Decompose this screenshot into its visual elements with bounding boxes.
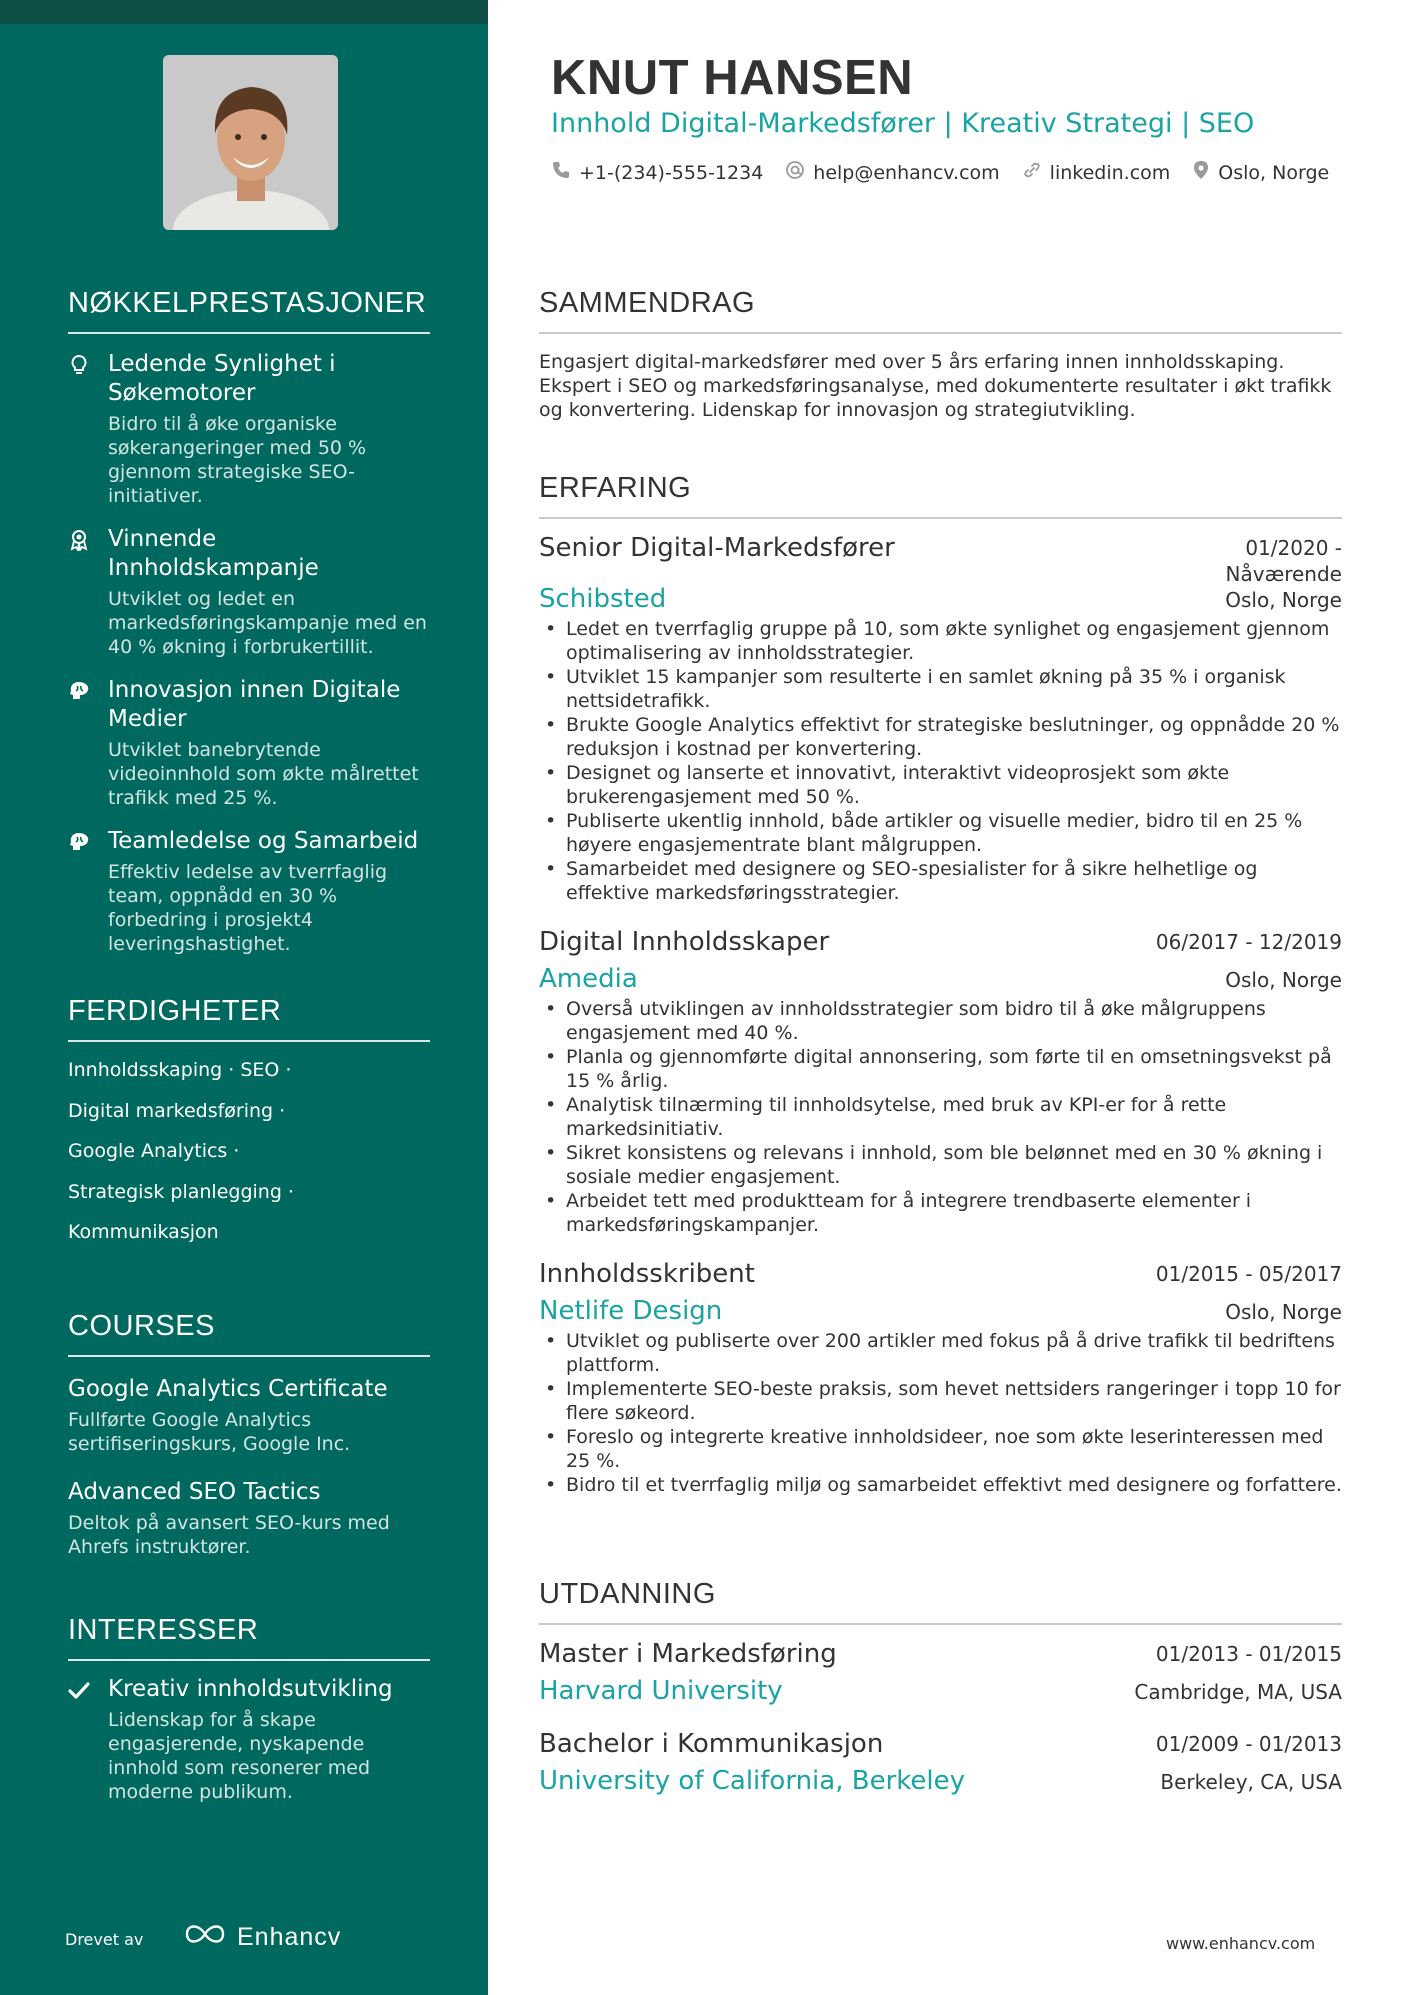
- education-title: UTDANNING: [539, 1578, 1342, 1625]
- achievements-section: [68, 287, 430, 956]
- bullet-item: • Brukte Google Analytics effektivt for strategiske beslutninger, og oppnådde 20 % reduksjon i kostnad per konvertering.: [539, 713, 1342, 761]
- course-title: Google Analytics Certificate: [68, 1376, 388, 1402]
- skills-section: [68, 995, 430, 1253]
- skills-title: FERDIGHETER: [68, 995, 430, 1042]
- bullet-item: • Bidro til et tverrfaglig miljø og samarbeidet effektivt med designere og forfattere.: [539, 1473, 1342, 1497]
- job-location: Oslo, Norge: [1225, 1300, 1342, 1324]
- location-pin-icon: [1192, 160, 1210, 185]
- contact-text: Oslo, Norge: [1218, 161, 1330, 184]
- achievement-item: [68, 525, 430, 659]
- courses-section: [68, 1310, 430, 1559]
- education-section: [539, 1578, 1342, 1797]
- skill-item: Digital markedsføring ·: [68, 1099, 286, 1122]
- bullet-item: • Foreslo og integrerte kreative innholdsideer, noe som økte leserinteressen med 25 %.: [539, 1425, 1342, 1473]
- brain-icon: [68, 831, 90, 853]
- education-date: 01/2013 - 01/2015: [1155, 1642, 1342, 1666]
- achievement-title: Ledende Synlighet i Søkemotorer: [108, 351, 336, 406]
- job-bullets: [539, 1329, 1342, 1497]
- link-icon: [1022, 160, 1042, 185]
- contact-text: +1-(234)-555-1234: [579, 161, 764, 184]
- summary-title: SAMMENDRAG: [539, 287, 1342, 334]
- bullet-item: • Arbeidet tett med produktteam for å integrere trendbaserte elementer i markedsføringskampanjer.: [539, 1189, 1342, 1237]
- school: University of California, Berkeley: [539, 1766, 965, 1796]
- checkmark-icon: [68, 1679, 90, 1701]
- job-date: 06/2017 - 12/2019: [1155, 930, 1342, 954]
- job-date: 01/2015 - 05/2017: [1155, 1262, 1342, 1286]
- interests-title: INTERESSER: [68, 1614, 430, 1661]
- education-entry: [539, 1637, 1342, 1707]
- job-date: 01/2020 - Nåværende: [1225, 536, 1342, 586]
- job-entry: [539, 531, 1342, 905]
- summary-section: [539, 287, 1342, 422]
- job-location: Oslo, Norge: [1225, 968, 1342, 992]
- contact-location: [1192, 160, 1329, 185]
- education-location: Cambridge, MA, USA: [1134, 1680, 1342, 1704]
- course-desc: Fullførte Google Analytics sertifiseringskurs, Google Inc.: [68, 1409, 351, 1455]
- interests-section: [68, 1614, 430, 1804]
- profile-photo: [163, 55, 338, 230]
- candidate-headline: Innhold Digital-Markedsfører | Kreativ Strategi | SEO: [551, 108, 1255, 139]
- bullet-item: • Analytisk tilnærming til innholdsytelse, med bruk av KPI-er for å rette markedsinitiativ.: [539, 1093, 1342, 1141]
- brand-name: Enhancv: [237, 1923, 342, 1951]
- education-date: 01/2009 - 01/2013: [1155, 1732, 1342, 1756]
- skill-item: Strategisk planlegging ·: [68, 1180, 294, 1203]
- interest-item: [68, 1675, 430, 1804]
- achievement-item: [68, 676, 430, 810]
- award-ribbon-icon: [68, 529, 90, 551]
- bullet-item: • Implementerte SEO-beste praksis, som hevet nettsiders rangeringer i topp 10 for flere søkeord.: [539, 1377, 1342, 1425]
- skill-item: Kommunikasjon: [68, 1221, 219, 1243]
- job-entry: [539, 1257, 1342, 1497]
- experience-section: [539, 472, 1342, 1497]
- brain-icon: [68, 680, 90, 702]
- achievement-desc: Bidro til å øke organiske søkerangeringer med 50 % gjennom strategiske SEO-initiativer.: [108, 413, 367, 507]
- lightbulb-icon: [68, 354, 90, 376]
- degree: Master i Markedsføring: [539, 1639, 837, 1669]
- bullet-item: • Utviklet og publiserte over 200 artikler med fokus på å drive trafikk til bedriftens plattform.: [539, 1329, 1342, 1377]
- bullet-item: • Utviklet 15 kampanjer som resulterte i en samlet økning på 35 % i organisk nettsidetrafikk.: [539, 665, 1342, 713]
- contact-bar: [551, 160, 1329, 185]
- summary-text: Engasjert digital-markedsfører med over 5 års erfaring innen innholdsskaping. Ekspert i SEO og markedsføringsanalyse, med dokumenterte resultater i økt trafikk og konvertering. Lidenskap for innovasjon og strategiutvikling.: [539, 351, 1332, 421]
- job-entry: [539, 925, 1342, 1237]
- contact-email[interactable]: [785, 160, 999, 185]
- bullet-item: • Ledet en tverrfaglig gruppe på 10, som økte synlighet og engasjement gjennom optimalisering av innholdsstrategier.: [539, 617, 1342, 665]
- bullet-item: • Samarbeidet med designere og SEO-spesialister for å sikre helhetlige og effektive markedsføringsstrategier.: [539, 857, 1342, 905]
- footer-url[interactable]: www.enhancv.com: [1166, 1934, 1316, 1953]
- contact-linkedin[interactable]: [1022, 160, 1171, 185]
- courses-title: COURSES: [68, 1310, 430, 1357]
- course-title: Advanced SEO Tactics: [68, 1479, 321, 1505]
- interest-title: Kreativ innholdsutvikling: [108, 1676, 393, 1702]
- interest-desc: Lidenskap for å skape engasjerende, nyskapende innhold som resonerer med moderne publikum.: [108, 1709, 371, 1803]
- achievement-desc: Utviklet og ledet en markedsføringskampanje med en 40 % økning i forbrukertillit.: [108, 588, 427, 658]
- phone-icon: [551, 160, 571, 185]
- degree: Bachelor i Kommunikasjon: [539, 1729, 884, 1759]
- job-location: Oslo, Norge: [1225, 588, 1342, 612]
- course-desc: Deltok på avansert SEO-kurs med Ahrefs instruktører.: [68, 1512, 390, 1558]
- powered-by-label: Drevet av: [65, 1930, 144, 1949]
- job-company: Schibsted: [539, 584, 667, 614]
- achievements-title: NØKKELPRESTASJONER: [68, 287, 430, 334]
- achievement-desc: Utviklet banebrytende videoinnhold som økte målrettet trafikk med 25 %.: [108, 739, 419, 809]
- education-location: Berkeley, CA, USA: [1160, 1770, 1342, 1794]
- bullet-item: • Planla og gjennomførte digital annonsering, som førte til en omsetningsvekst på 15 % årlig.: [539, 1045, 1342, 1093]
- achievement-title: Innovasjon innen Digitale Medier: [108, 677, 401, 732]
- job-title: Innholdsskribent: [539, 1259, 755, 1289]
- enhancv-logo[interactable]: [183, 1922, 341, 1953]
- bullet-item: • Designet og lanserte et innovativt, interaktivt videoprosjekt som økte brukerengasjement med 50 %.: [539, 761, 1342, 809]
- education-entry: [539, 1727, 1342, 1797]
- experience-title: ERFARING: [539, 472, 1342, 519]
- achievement-title: Teamledelse og Samarbeid: [108, 828, 419, 854]
- infinity-logo-icon: [183, 1922, 227, 1953]
- job-title: Digital Innholdsskaper: [539, 927, 830, 957]
- skill-item: Google Analytics ·: [68, 1140, 240, 1162]
- contact-phone[interactable]: [551, 160, 763, 185]
- job-bullets: [539, 997, 1342, 1237]
- contact-text: help@enhancv.com: [813, 161, 1000, 184]
- achievement-item: [68, 350, 430, 508]
- achievement-desc: Effektiv ledelse av tverrfaglig team, oppnådd en 30 % forbedring i prosjekt4 leveringshastighet.: [108, 861, 388, 955]
- bullet-item: • Publiserte ukentlig innhold, både artikler og visuelle medier, bidro til en 25 % høyere engasjementrate blant målgruppen.: [539, 809, 1342, 857]
- contact-text: linkedin.com: [1049, 161, 1171, 184]
- skill-item: Innholdsskaping · SEO ·: [68, 1059, 292, 1081]
- school: Harvard University: [539, 1676, 783, 1706]
- bullet-item: • Sikret konsistens og relevans i innhold, som ble belønnet med en 30 % økning i sosiale medier engasjement.: [539, 1141, 1342, 1189]
- job-title: Senior Digital-Markedsfører: [539, 533, 895, 563]
- sidebar: [0, 0, 488, 1995]
- job-company: Amedia: [539, 964, 638, 994]
- achievement-title: Vinnende Innholdskampanje: [108, 526, 319, 581]
- job-bullets: [539, 617, 1342, 905]
- candidate-name: KNUT HANSEN: [551, 51, 914, 105]
- sidebar-top-band: [0, 0, 488, 24]
- achievement-item: [68, 827, 430, 956]
- job-company: Netlife Design: [539, 1296, 723, 1326]
- at-icon: [785, 160, 805, 185]
- bullet-item: • Overså utviklingen av innholdsstrategier som bidro til å øke målgruppens engasjement med 40 %.: [539, 997, 1342, 1045]
